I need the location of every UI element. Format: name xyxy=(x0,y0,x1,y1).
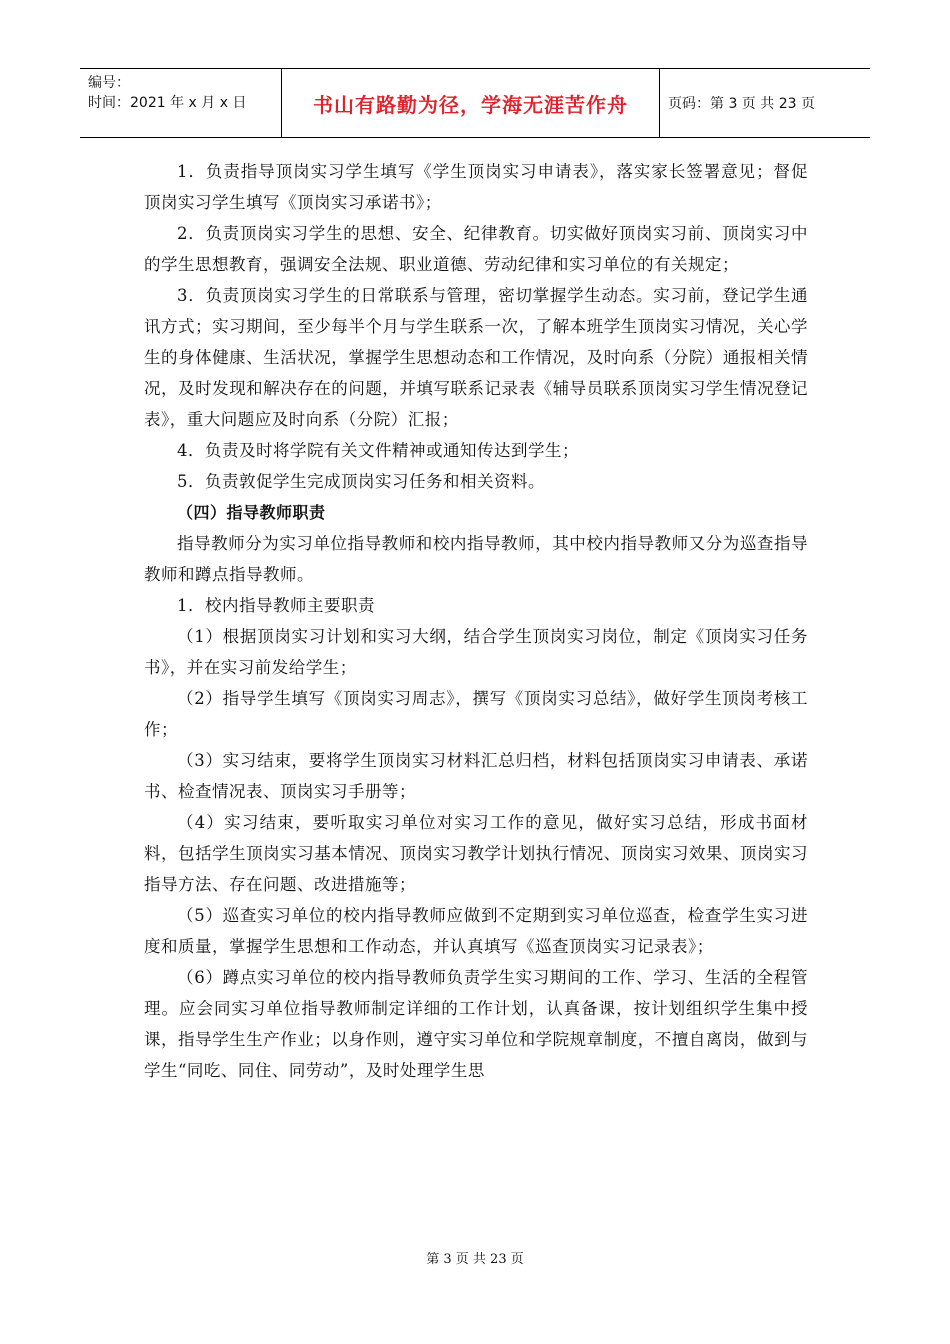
paragraph: 3．负责顶岗实习学生的日常联系与管理，密切掌握学生动态。实习前，登记学生通讯方式；实习期间，至少每半个月与学生联系一次，了解本班学生顶岗实习情况，关心学生的身体健康、生活状况，掌握学生思想动态和工作情况，及时向系（分院）通报相关情况，及时发现和解决存在的问题，并填写联系记录表《辅导员联系顶岗实习学生情况登记表》，重大问题应及时向系（分院）汇报； xyxy=(144,286,808,429)
header-motto-cell xyxy=(282,69,660,137)
page-info-text: 页码：第 3 页 共 23 页 xyxy=(668,96,815,112)
paragraph: 1．校内指导教师主要职责 xyxy=(177,596,375,615)
paragraph: （4）实习结束，要听取实习单位对实习工作的意见，做好实习总结，形成书面材料，包括学生顶岗实习基本情况、顶岗实习教学计划执行情况、顶岗实习效果、顶岗实习指导方法、存在问题、改进措施等； xyxy=(144,813,808,894)
paragraph: 5．负责敦促学生完成顶岗实习任务和相关资料。 xyxy=(177,472,545,491)
paragraph: （3）实习结束，要将学生顶岗实习材料汇总归档，材料包括顶岗实习申请表、承诺书、检查情况表、顶岗实习手册等； xyxy=(144,751,808,801)
paragraph: 2．负责顶岗实习学生的思想、安全、纪律教育。切实做好顶岗实习前、顶岗实习中的学生思想教育，强调安全法规、职业道德、劳动纪律和实习单位的有关规定； xyxy=(144,224,808,274)
date-label: 时间：2021 年 x 月 x 日 xyxy=(88,95,247,111)
header-meta xyxy=(80,69,282,137)
paragraph: 指导教师分为实习单位指导教师和校内指导教师，其中校内指导教师又分为巡查指导教师和蹲点指导教师。 xyxy=(144,534,808,584)
document-body xyxy=(144,156,808,1086)
paragraph: （5）巡查实习单位的校内指导教师应做到不定期到实习单位巡查，检查学生实习进度和质量，掌握学生思想和工作动态，并认真填写《巡查顶岗实习记录表》； xyxy=(144,906,808,956)
motto-text: 书山有路勤为径，学海无涯苦作舟 xyxy=(313,92,628,117)
paragraph: （1）根据顶岗实习计划和实习大纲，结合学生顶岗实习岗位，制定《顶岗实习任务书》，并在实习前发给学生； xyxy=(144,627,808,677)
paragraph: （2）指导学生填写《顶岗实习周志》，撰写《顶岗实习总结》，做好学生顶岗考核工作； xyxy=(144,689,808,739)
document-header xyxy=(80,68,870,138)
paragraph: 4．负责及时将学院有关文件精神或通知传达到学生； xyxy=(177,441,579,460)
section-heading: （四）指导教师职责 xyxy=(177,503,326,522)
number-label: 编号： xyxy=(88,75,130,91)
paragraph: 1．负责指导顶岗实习学生填写《学生顶岗实习申请表》，落实家长签署意见；督促顶岗实习学生填写《顶岗实习承诺书》； xyxy=(144,162,808,212)
page-footer: 第 3 页 共 23 页 xyxy=(426,1252,524,1267)
paragraph: （6）蹲点实习单位的校内指导教师负责学生实习期间的工作、学习、生活的全程管理。应会同实习单位指导教师制定详细的工作计划，认真备课，按计划组织学生集中授课，指导学生生产作业；以身作则，遵守实习单位和学院规章制度，不擅自离岗，做到与学生“同吃、同住、同劳动”，及时处理学生思 xyxy=(144,968,808,1080)
header-page-info xyxy=(660,69,870,137)
